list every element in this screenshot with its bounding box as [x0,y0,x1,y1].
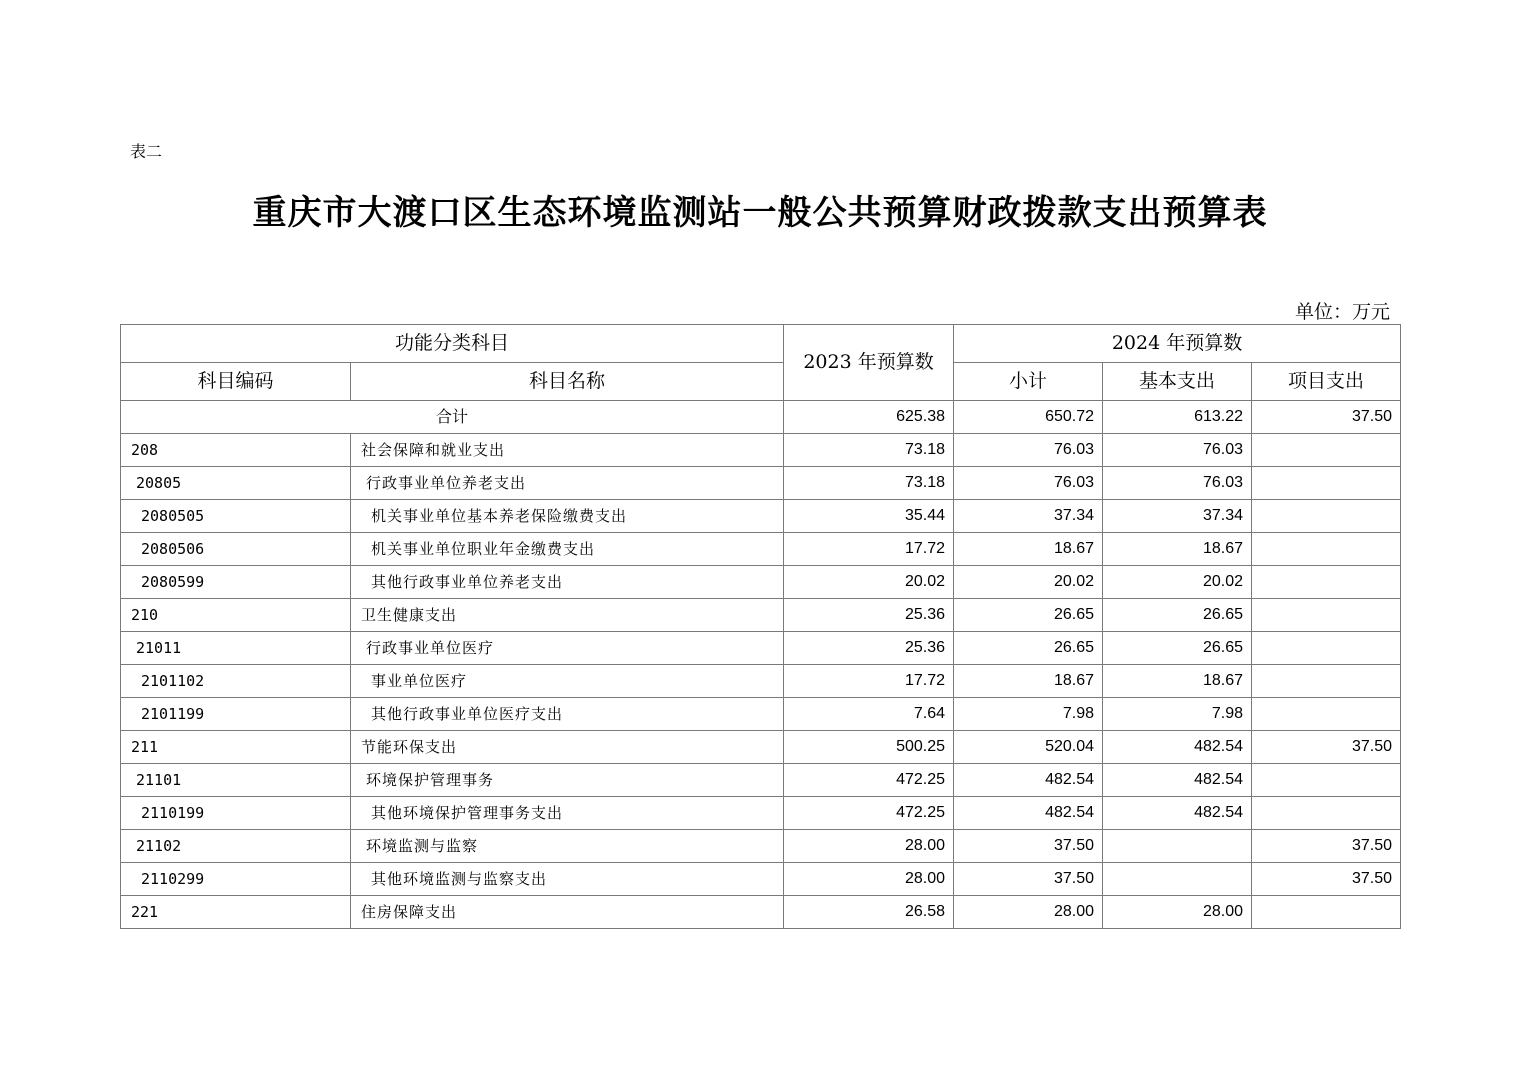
row-code: 2080505 [121,500,351,533]
row-project [1252,434,1401,467]
table-row [121,731,1401,764]
row-2023: 472.25 [784,797,954,830]
row-name: 社会保障和就业支出 [351,434,784,467]
row-code: 2080599 [121,566,351,599]
table-row [121,467,1401,500]
row-subtotal: 37.34 [954,500,1103,533]
row-project [1252,665,1401,698]
table-row [121,566,1401,599]
row-basic: 26.65 [1103,599,1252,632]
header-function-category: 功能分类科目 [121,325,784,363]
row-code: 2080506 [121,533,351,566]
row-name: 住房保障支出 [351,896,784,929]
row-2023: 20.02 [784,566,954,599]
row-basic: 37.34 [1103,500,1252,533]
row-2023: 17.72 [784,533,954,566]
header-project: 项目支出 [1252,363,1401,401]
row-subtotal: 20.02 [954,566,1103,599]
row-name: 行政事业单位医疗 [351,632,784,665]
row-project [1252,500,1401,533]
row-project: 37.50 [1252,731,1401,764]
row-subtotal: 18.67 [954,533,1103,566]
row-name: 节能环保支出 [351,731,784,764]
row-project [1252,896,1401,929]
table-row [121,500,1401,533]
table-row [121,830,1401,863]
row-2023: 472.25 [784,764,954,797]
row-project [1252,566,1401,599]
row-subtotal: 482.54 [954,764,1103,797]
table-label: 表二 [130,142,163,161]
table-row [121,698,1401,731]
row-2023: 73.18 [784,467,954,500]
row-subtotal: 26.65 [954,599,1103,632]
row-subtotal: 7.98 [954,698,1103,731]
table-row [121,434,1401,467]
row-name: 环境监测与监察 [351,830,784,863]
row-subtotal: 28.00 [954,896,1103,929]
row-basic: 76.03 [1103,434,1252,467]
row-2023: 7.64 [784,698,954,731]
row-code: 208 [121,434,351,467]
row-code: 2101199 [121,698,351,731]
table-row [121,863,1401,896]
row-subtotal: 18.67 [954,665,1103,698]
row-name: 事业单位医疗 [351,665,784,698]
row-2023: 25.36 [784,632,954,665]
row-basic [1103,863,1252,896]
budget-table [120,324,1401,929]
row-subtotal: 37.50 [954,830,1103,863]
header-row-1 [121,325,1401,363]
row-name: 其他行政事业单位医疗支出 [351,698,784,731]
row-project [1252,533,1401,566]
header-budget-2023: 2023 年预算数 [784,325,954,401]
row-code: 20805 [121,467,351,500]
header-basic: 基本支出 [1103,363,1252,401]
row-name: 环境保护管理事务 [351,764,784,797]
row-2023: 17.72 [784,665,954,698]
row-basic [1103,830,1252,863]
header-budget-2024: 2024 年预算数 [954,325,1401,363]
row-code: 211 [121,731,351,764]
row-2023: 73.18 [784,434,954,467]
row-project [1252,632,1401,665]
row-basic: 76.03 [1103,467,1252,500]
row-basic: 7.98 [1103,698,1252,731]
row-subtotal: 26.65 [954,632,1103,665]
header-subtotal: 小计 [954,363,1103,401]
row-basic: 18.67 [1103,665,1252,698]
row-basic: 26.65 [1103,632,1252,665]
row-name: 机关事业单位基本养老保险缴费支出 [351,500,784,533]
row-code: 210 [121,599,351,632]
row-name: 其他行政事业单位养老支出 [351,566,784,599]
table-row [121,632,1401,665]
row-2023: 28.00 [784,863,954,896]
row-subtotal: 482.54 [954,797,1103,830]
row-code: 21101 [121,764,351,797]
row-basic: 20.02 [1103,566,1252,599]
row-code: 21102 [121,830,351,863]
unit-label: 单位：万元 [1294,301,1390,323]
row-name: 其他环境保护管理事务支出 [351,797,784,830]
total-subtotal: 650.72 [954,401,1103,434]
table-row [121,764,1401,797]
row-subtotal: 76.03 [954,434,1103,467]
row-subtotal: 37.50 [954,863,1103,896]
page-title: 重庆市大渡口区生态环境监测站一般公共预算财政拨款支出预算表 [252,193,1268,233]
row-basic: 482.54 [1103,797,1252,830]
table-row [121,599,1401,632]
row-project: 37.50 [1252,863,1401,896]
header-name: 科目名称 [351,363,784,401]
row-project [1252,698,1401,731]
row-code: 21011 [121,632,351,665]
row-2023: 25.36 [784,599,954,632]
total-project: 37.50 [1252,401,1401,434]
header-row-2 [121,363,1401,401]
row-basic: 18.67 [1103,533,1252,566]
row-name: 行政事业单位养老支出 [351,467,784,500]
row-project: 37.50 [1252,830,1401,863]
row-name: 其他环境监测与监察支出 [351,863,784,896]
total-row [121,401,1401,434]
row-2023: 35.44 [784,500,954,533]
row-basic: 28.00 [1103,896,1252,929]
total-basic: 613.22 [1103,401,1252,434]
row-2023: 500.25 [784,731,954,764]
row-code: 221 [121,896,351,929]
row-2023: 26.58 [784,896,954,929]
table-row [121,896,1401,929]
row-project [1252,467,1401,500]
total-2023: 625.38 [784,401,954,434]
row-code: 2110299 [121,863,351,896]
row-subtotal: 520.04 [954,731,1103,764]
table-row [121,533,1401,566]
total-label: 合计 [121,401,784,434]
row-name: 机关事业单位职业年金缴费支出 [351,533,784,566]
row-2023: 28.00 [784,830,954,863]
table-row [121,797,1401,830]
header-code: 科目编码 [121,363,351,401]
row-name: 卫生健康支出 [351,599,784,632]
row-code: 2110199 [121,797,351,830]
row-basic: 482.54 [1103,731,1252,764]
table-row [121,665,1401,698]
row-project [1252,599,1401,632]
row-subtotal: 76.03 [954,467,1103,500]
row-code: 2101102 [121,665,351,698]
row-basic: 482.54 [1103,764,1252,797]
row-project [1252,764,1401,797]
row-project [1252,797,1401,830]
